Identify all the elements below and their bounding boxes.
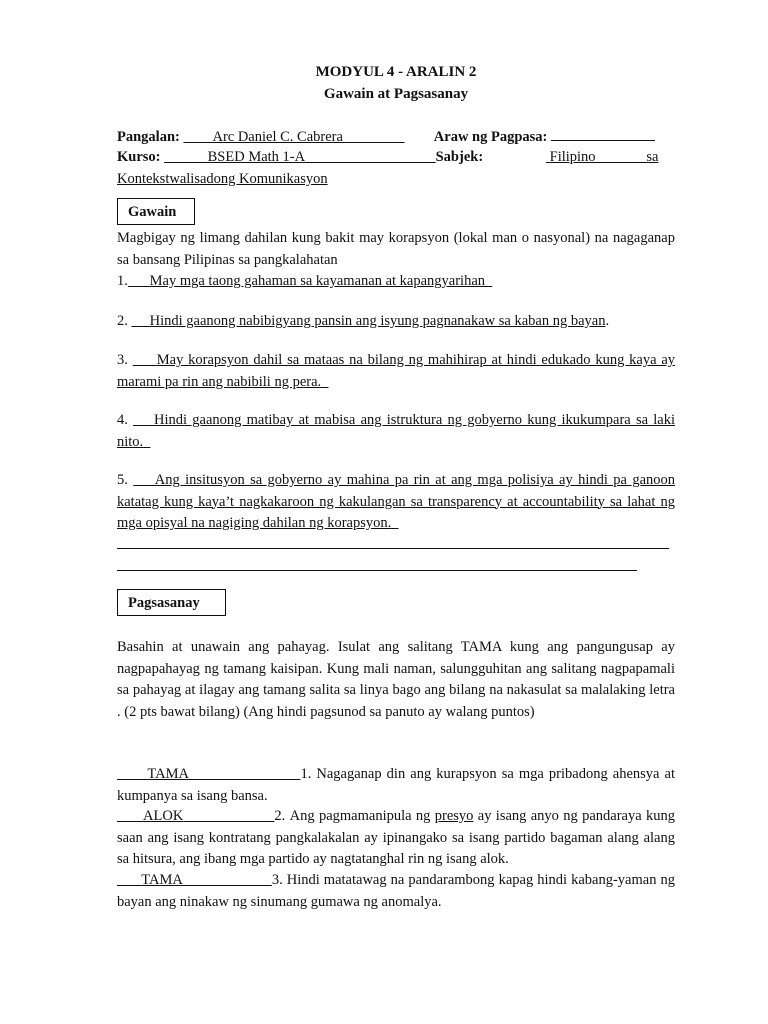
answer-line-1 [117, 548, 669, 549]
answer-line-2 [117, 570, 637, 571]
name-label: Pangalan: [117, 129, 180, 145]
gawain-item-2: 2. Hindi gaanong nabibigyang pansin ang isyung pagnanakaw sa kaban ng bayan. [117, 313, 610, 329]
gawain-item-5: 5. Ang insitusyon sa gobyerno ay mahina pa rin at ang mga polisiya ay hindi pa ganoon katatag kung kaya’t nagkakaroon ng kakulangan sa transparency at accountability sa lahat ng mga opisyal na nagiging dahilan ng korapsyon. [117, 472, 676, 531]
pagsasanay-item-2: ALOK 2. Ang pagmamanipula ng presyo ay isang anyo ng pandaraya kung saan ang isang kontratang pangkalakalan ay ipinangako sa isang partido bagaman alang alang sa hitsura, ang ibang mga partido ay nagtatanghal rin ng isang alok. [117, 808, 676, 867]
pagsasanay-item-3: TAMA 3. Hindi matatawag na pandarambong kapag hindi kabang-yaman ng bayan ang ninakaw ng sinumang gumawa ng anomalya. [117, 872, 676, 910]
module-title: MODYUL 4 - ARALIN 2 [315, 64, 477, 80]
course-value: BSED Math 1-A [207, 149, 306, 165]
subject-label: Sabjek: [435, 149, 484, 165]
answer-1: TAMA [147, 766, 189, 782]
pagsasanay-label: Pagsasanay [128, 595, 200, 611]
info-row-course [117, 148, 675, 166]
subject-value: Filipino sa [549, 149, 659, 165]
pagsasanay-instruction: Basahin at unawain ang pahayag. Isulat ang salitang TAMA kung ang pangungusap ay nagpapahayag ng tamang kaisipan. Kung mali naman, salungguhitan ang salitang nagpapamali sa pahayag at ilagay ang tamang salita sa linya bago ang bilang na nakasulat sa malalaking letra . (2 pts bawat bilang) (Ang hindi pagsunod sa panuto ay walang puntos) [117, 639, 675, 720]
module-subtitle: Gawain at Pagsasanay [323, 86, 469, 102]
underlined-word: presyo [434, 808, 474, 824]
pagsasanay-box [117, 589, 226, 616]
name-value: Arc Daniel C. Cabrera [212, 129, 343, 145]
gawain-label: Gawain [128, 204, 177, 220]
subject-value-cont: Kontekstwalisadong Komunikasyon [117, 171, 328, 187]
date-label: Araw ng Pagpasa: [433, 129, 548, 145]
answer-2: ALOK [143, 808, 184, 824]
gawain-item-4: 4. Hindi gaanong matibay at mabisa ang istruktura ng gobyerno kung ikukumpara sa laki nito. [117, 412, 676, 450]
pagsasanay-item-1: TAMA 1. Nagaganap din ang kurapsyon sa mga pribadong ahensya at kumpanya sa isang bansa. [117, 766, 676, 804]
date-blank [551, 126, 655, 141]
answer-3: TAMA [141, 872, 183, 888]
gawain-item-3: 3. May korapsyon dahil sa mataas na bilang ng mahihirap at hindi edukado kung kaya ay marami pa rin ang nabibili ng pera. [117, 352, 676, 390]
course-label: Kurso: [117, 149, 161, 165]
gawain-box [117, 198, 195, 225]
info-row-name [117, 126, 675, 146]
gawain-instruction: Magbigay ng limang dahilan kung bakit may korapsyon (lokal man o nasyonal) na nagaganap sa bansang Pilipinas sa pangkalahatan [117, 230, 675, 268]
gawain-item-1: 1. May mga taong gahaman sa kayamanan at kapangyarihan [117, 273, 486, 289]
